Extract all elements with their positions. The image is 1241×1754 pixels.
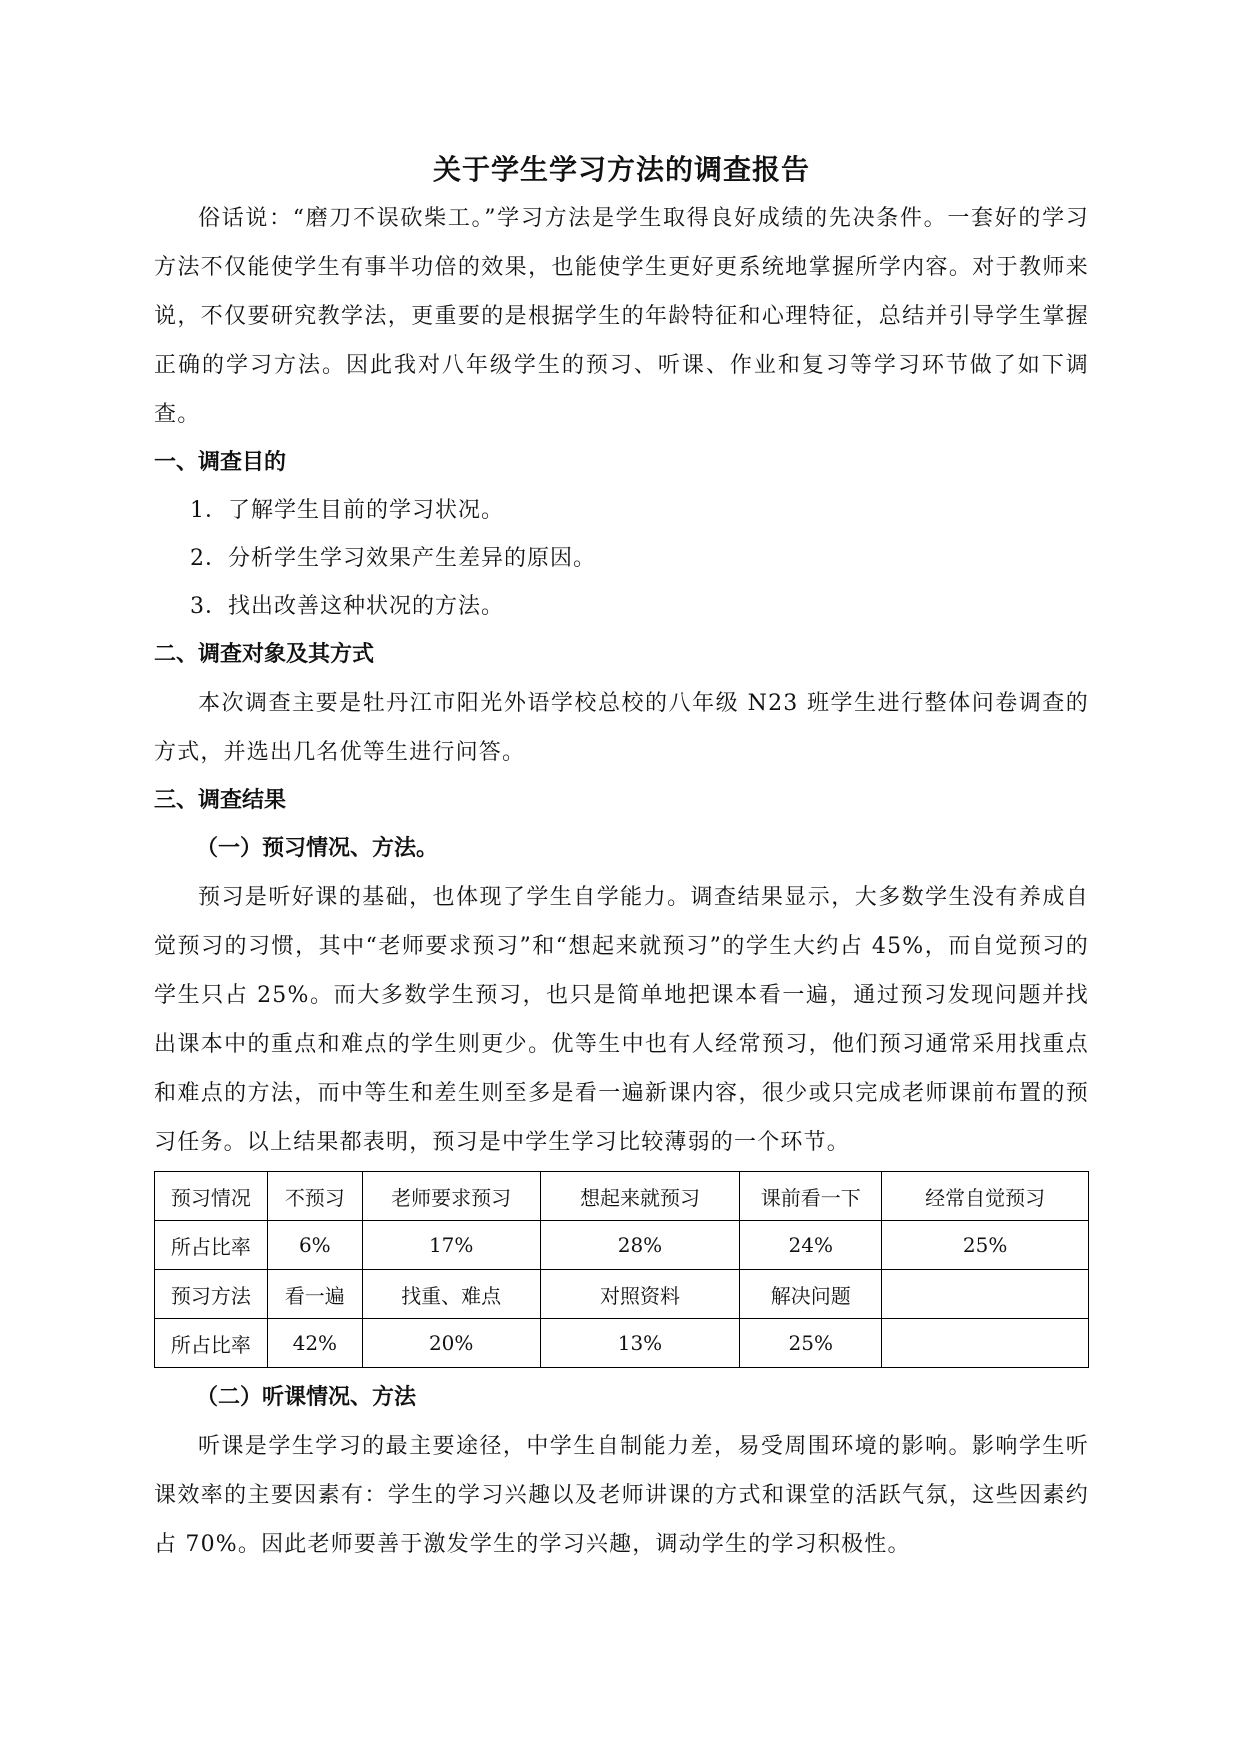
table-cell: 42%	[267, 1319, 362, 1368]
table-cell: 13%	[540, 1319, 740, 1368]
table-cell: 6%	[267, 1221, 362, 1270]
table-cell: 预习情况	[155, 1172, 268, 1221]
intro-paragraph: 俗话说：“磨刀不误砍柴工。”学习方法是学生取得良好成绩的先决条件。一套好的学习方法不仅能使学生有事半功倍的效果，也能使学生更好更系统地掌握所学内容。对于教师来说，不仅要研究教学法，更重要的是根据学生的年龄特征和心理特征，总结并引导学生掌握正确的学习方法。因此我对八年级学生的预习、听课、作业和复习等学习环节做了如下调查。	[154, 206, 1089, 427]
table-cell: 25%	[882, 1221, 1089, 1270]
table-cell	[882, 1270, 1089, 1319]
table-cell: 课前看一下	[740, 1172, 882, 1221]
subsection1-paragraph: 预习是听好课的基础，也体现了学生自学能力。调查结果显示，大多数学生没有养成自觉预习的习惯，其中“老师要求预习”和“想起来就预习”的学生大约占 45%，而自觉预习的学生只占 25%。而大多数学生预习，也只是简单地把课本看一遍，通过预习发现问题并找出课本中的重点和难点的学生则更少。优等生中也有人经常预习，他们预习通常采用找重点和难点的方法，而中等生和差生则至多是看一遍新课内容，很少或只完成老师课前布置的预习任务。以上结果都表明，预习是中学生学习比较薄弱的一个环节。	[154, 885, 1089, 1155]
table-cell: 找重、难点	[362, 1270, 540, 1319]
section2-paragraph: 本次调查主要是牡丹江市阳光外语学校总校的八年级 N23 班学生进行整体问卷调查的方式，并选出几名优等生进行问答。	[154, 691, 1089, 765]
subsection1-heading: （一）预习情况、方法。	[196, 836, 439, 861]
subsection2-heading: （二）听课情况、方法	[196, 1385, 417, 1410]
table-cell: 不预习	[267, 1172, 362, 1221]
table-row	[155, 1319, 1089, 1368]
table-cell	[882, 1319, 1089, 1368]
table-cell: 28%	[540, 1221, 740, 1270]
table-cell: 老师要求预习	[362, 1172, 540, 1221]
table-cell: 所占比率	[155, 1221, 268, 1270]
table-row	[155, 1172, 1089, 1221]
table-cell: 看一遍	[267, 1270, 362, 1319]
table-cell: 24%	[740, 1221, 882, 1270]
table-cell: 想起来就预习	[540, 1172, 740, 1221]
table-cell: 25%	[740, 1319, 882, 1368]
purpose-item: 1．了解学生目前的学习状况。	[190, 498, 504, 523]
table-cell: 20%	[362, 1319, 540, 1368]
document-page	[154, 150, 1089, 1569]
table-cell: 经常自觉预习	[882, 1172, 1089, 1221]
document-title: 关于学生学习方法的调查报告	[432, 153, 810, 186]
section3-heading: 三、调查结果	[154, 788, 287, 813]
purpose-item: 3．找出改善这种状况的方法。	[190, 594, 504, 619]
table-row	[155, 1270, 1089, 1319]
table-cell: 对照资料	[540, 1270, 740, 1319]
table-cell: 解决问题	[740, 1270, 882, 1319]
table-cell: 所占比率	[155, 1319, 268, 1368]
subsection2-paragraph: 听课是学生学习的最主要途径，中学生自制能力差，易受周围环境的影响。影响学生听课效率的主要因素有：学生的学习兴趣以及老师讲课的方式和课堂的活跃气氛，这些因素约占 70%。因此老师要善于激发学生的学习兴趣，调动学生的学习积极性。	[154, 1434, 1089, 1557]
table-cell: 预习方法	[155, 1270, 268, 1319]
preview-survey-table	[154, 1171, 1089, 1368]
table-cell: 17%	[362, 1221, 540, 1270]
table-row	[155, 1221, 1089, 1270]
purpose-item: 2．分析学生学习效果产生差异的原因。	[190, 546, 596, 571]
section1-heading: 一、调查目的	[154, 450, 287, 475]
section2-heading: 二、调查对象及其方式	[154, 642, 375, 667]
